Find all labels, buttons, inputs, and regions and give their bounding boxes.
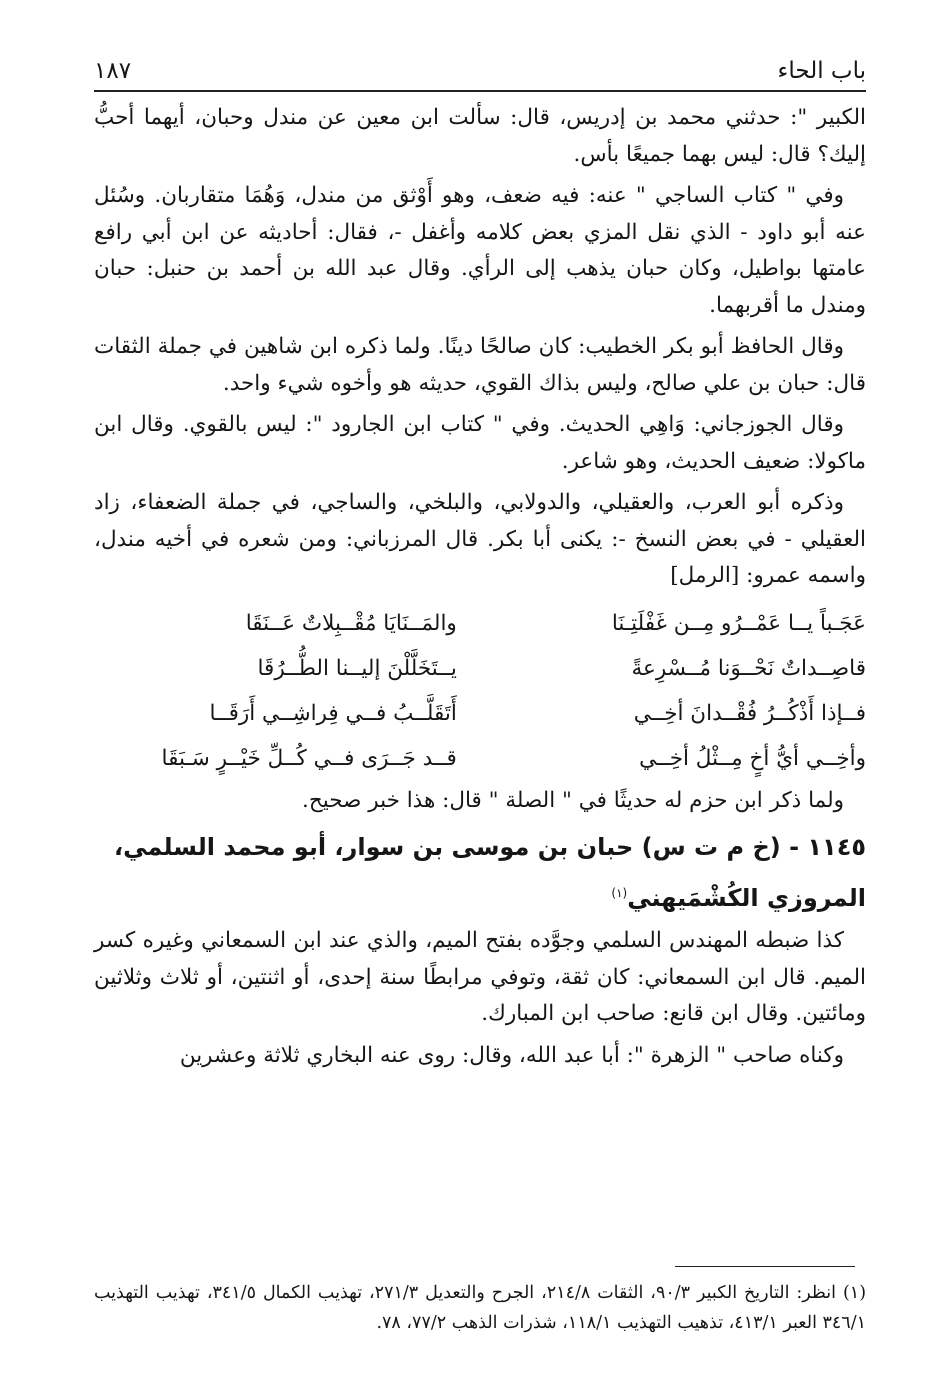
footnotes [94, 1278, 866, 1338]
footnote-reference[interactable]: (١) [611, 886, 628, 900]
paragraph: وقال الحافظ أبو بكر الخطيب: كان صالحًا دينًا. ولما ذكره ابن شاهين في جملة الثقات قال: حبان بن علي صالح، وليس بذاك القوي، حديثه هو وأخوه شيء واحد. [94, 334, 866, 396]
chapter-title: باب الحاء [777, 58, 866, 84]
entry-heading [94, 824, 866, 921]
poem-verse [94, 646, 866, 691]
verse-first-hemistich: فــإذا أَذْكُــرُ فُقْــدانَ أخِــي [633, 700, 866, 726]
header-rule [94, 90, 866, 92]
poem-verse [94, 601, 866, 646]
poem-verse [94, 691, 866, 736]
verse-second-hemistich: أَتَقَلَّــبُ فــي فِراشِــي أَرَقَــا [209, 700, 457, 726]
verse-second-hemistich: قــد جَــرَى فــي كُــلِّ خَيْــرٍ سَـبَقَا [161, 745, 457, 771]
paragraph: الكبير ": حدثني محمد بن إدريس، قال: سألت ابن معين عن مندل وحبان، أيهما أحبُّ إليك؟ قال: ليس بهما جميعًا بأس. [94, 105, 866, 167]
paragraph: كذا ضبطه المهندس السلمي وجوَّده بفتح الميم، والذي عند ابن السمعاني وغيره كسر الميم. قال ابن السمعاني: كان ثقة، وتوفي مرابطًا سنة إحدى، أو اثنتين، أو ثلاث وثلاثين ومائتين. وقال ابن قانع: صاحب ابن المبارك. [94, 928, 866, 1026]
paragraph: وذكره أبو العرب، والعقيلي، والدولابي، والبلخي، والساجي، في جملة الضعفاء، زاد العقيلي - في بعض النسخ -: يكنى أبا بكر. قال المرزباني: ومن شعره في أخيه مندل، واسمه عمرو: [الرمل] [94, 490, 866, 588]
page-header [94, 56, 866, 90]
footnote-rule [675, 1266, 855, 1267]
page-number: ١٨٧ [94, 58, 132, 84]
footnote: (١) انظر: التاريخ الكبير ٩٠/٣، الثقات ٢١٤/٨، الجرح والتعديل ٢٧١/٣، تهذيب الكمال ٣٤١/٥، تهذيب التهذيب ٣٤٦/١ العبر ٤١٣/١، تذهيب التهذيب ١١٨/١، شذرات الذهب ٧٧/٢، ٧٨. [94, 1283, 867, 1333]
verse-first-hemistich: قاصِــداتٌ نَحْــوَنا مُــسْرِعةً [631, 655, 866, 681]
paragraph: وكناه صاحب " الزهرة ": أبا عبد الله، وقال: روى عنه البخاري ثلاثة وعشرين [179, 1042, 844, 1068]
paragraph: وقال الجوزجاني: وَاهِي الحديث. وفي " كتاب ابن الجارود ": ليس بالقوي. وقال ابن ماكولا: ضعيف الحديث، وهو شاعر. [94, 412, 866, 474]
paragraph: وفي " كتاب الساجي " عنه: فيه ضعف، وهو أَوْثق من مندل، وَهُمَا متقاربان. وسُئل عنه أبو داود - الذي نقل المزي بعض كلامه وأغفل -، فقال: أحاديثه عن ابن أبي رافع عامتها بواطيل، وكان حبان يذهب إلى الرأي. وقال عبد الله بن أحمد بن حنبل: حبان ومندل ما أقربهما. [94, 183, 866, 318]
verse-second-hemistich: يــتَخَلَّلْنَ إليــنا الطُّــرُقَا [257, 655, 457, 681]
verse-second-hemistich: والمَــنَايَا مُقْــبِلاتٌ عَــنَقَا [245, 610, 457, 636]
poem-verse [94, 736, 866, 781]
paragraph: ولما ذكر ابن حزم له حديثًا في " الصلة " قال: هذا خبر صحيح. [302, 787, 844, 813]
entry-heading-text: ١١٤٥ - (خ م ت س) حبان بن موسى بن سوار، أبو محمد السلمي، المروزي الكُشْمَيهني [114, 833, 866, 912]
verse-first-hemistich: عَجَـباً يــا عَمْــرُو مِــن غَفْلَتِـنَا [611, 610, 866, 636]
page-body [94, 56, 866, 1079]
poem [94, 601, 866, 781]
verse-first-hemistich: وأخِــي أيُّ أخٍ مِــثْلُ أخِــي [639, 745, 866, 771]
